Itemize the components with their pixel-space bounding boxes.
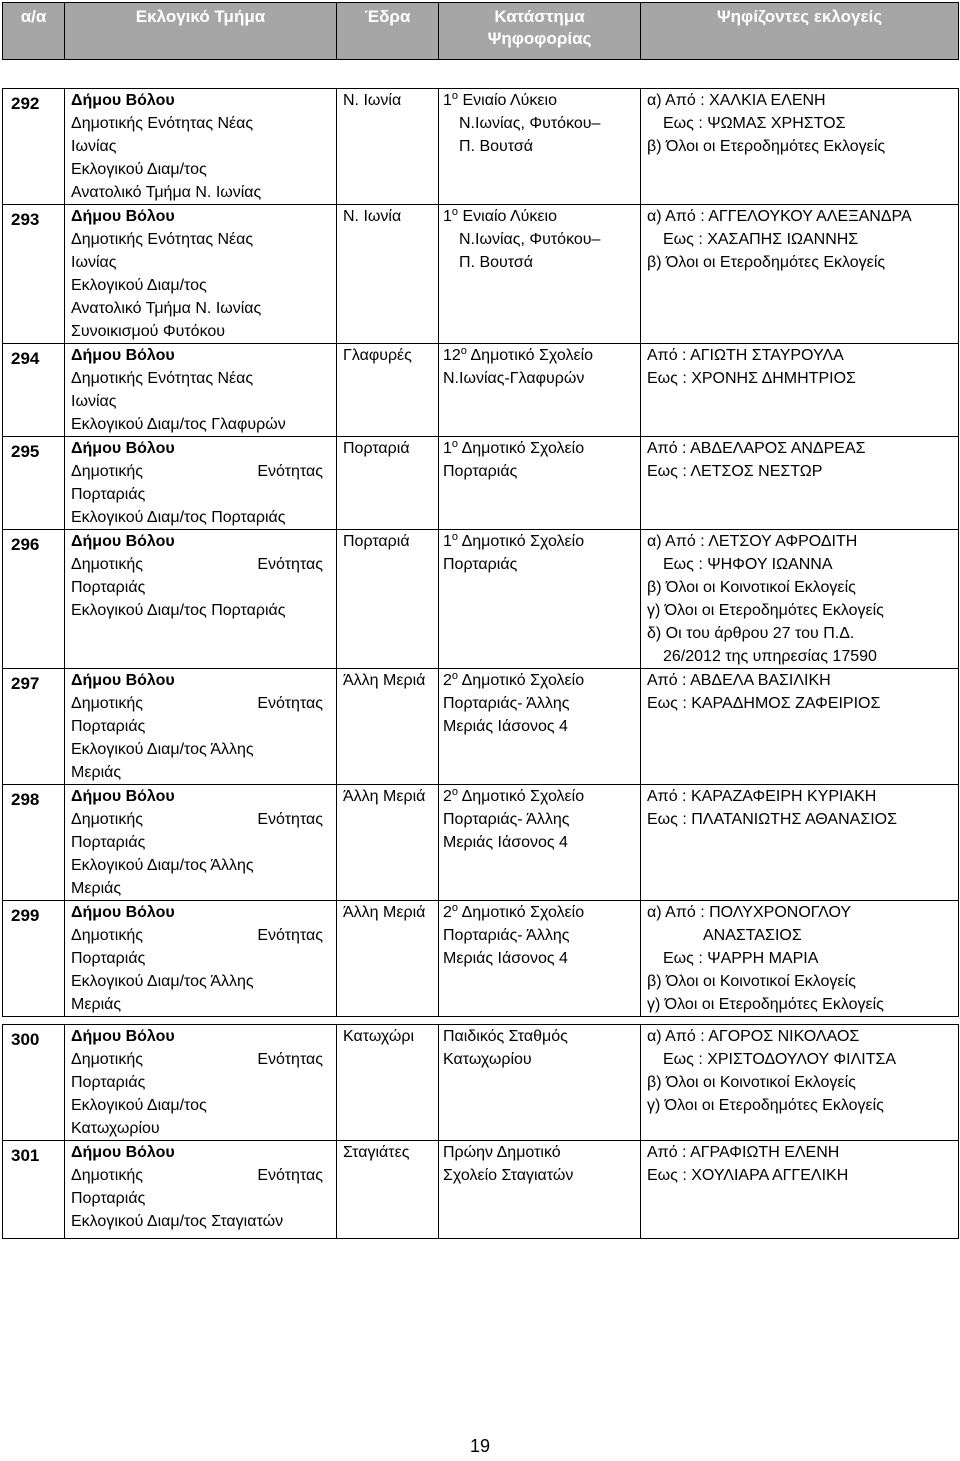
department-cell bbox=[65, 344, 337, 437]
seat-cell: Ν. Ιωνία bbox=[337, 205, 439, 344]
voters-line: δ) Οι του άρθρου 27 του Π.Δ. bbox=[647, 625, 855, 642]
table-row bbox=[3, 205, 959, 344]
store-line: Μεριάς Ιάσονος 4 bbox=[443, 834, 568, 851]
department-line bbox=[71, 924, 323, 947]
store-line: Παιδικός Σταθμός bbox=[443, 1028, 568, 1045]
table-row bbox=[3, 1141, 959, 1239]
store-cell bbox=[439, 1141, 641, 1239]
row-number: 293 bbox=[3, 205, 65, 344]
voters-cell bbox=[641, 205, 959, 344]
department-line: Μεριάς bbox=[71, 764, 122, 781]
department-line: Ιωνίας bbox=[71, 138, 117, 155]
row-number: 292 bbox=[3, 89, 65, 205]
store-number: 1 bbox=[443, 92, 452, 109]
store-line: Ν.Ιωνίας, Φυτόκου– bbox=[459, 115, 601, 132]
header-table bbox=[2, 2, 959, 60]
store-line: Πορταριάς- Άλλης bbox=[443, 927, 570, 944]
header-store-line2: Ψηφοφορίας bbox=[487, 29, 592, 48]
voters-line: α) Από : ΑΓΟΡΟΣ ΝΙΚΟΛΑΟΣ bbox=[647, 1028, 860, 1045]
store-line: Πορταριάς- Άλλης bbox=[443, 811, 570, 828]
store-line bbox=[443, 669, 640, 692]
department-line: Μεριάς bbox=[71, 996, 122, 1013]
store-cell bbox=[439, 785, 641, 901]
store-line: Μεριάς Ιάσονος 4 bbox=[443, 950, 568, 967]
voters-line: α) Από : ΧΑΛΚΙΑ ΕΛΕΝΗ bbox=[647, 92, 826, 109]
seat-cell: Πορταριά bbox=[337, 437, 439, 530]
row-number: 295 bbox=[3, 437, 65, 530]
table-row bbox=[3, 344, 959, 437]
voters-line: β) Όλοι οι Κοινοτικοί Εκλογείς bbox=[647, 973, 856, 990]
department-word: Δημοτικής bbox=[71, 556, 143, 573]
voters-line: β) Όλοι οι Ετεροδημότες Εκλογείς bbox=[647, 138, 886, 155]
department-cell bbox=[65, 901, 337, 1017]
store-line: Σχολείο Σταγιατών bbox=[443, 1167, 574, 1184]
voters-line: β) Όλοι οι Κοινοτικοί Εκλογείς bbox=[647, 1074, 856, 1091]
store-line: Πορταριάς- Άλλης bbox=[443, 695, 570, 712]
department-line: Ιωνίας bbox=[71, 254, 117, 271]
voters-line: Εως : ΨΗΦΟΥ ΙΩΑΝΝΑ bbox=[663, 556, 833, 573]
row-number: 298 bbox=[3, 785, 65, 901]
store-line: Π. Βουτσά bbox=[459, 254, 533, 271]
store-number: 2 bbox=[443, 904, 452, 921]
department-cell bbox=[65, 1025, 337, 1141]
department-line: Εκλογικού Διαμ/τος Άλλης bbox=[71, 857, 254, 874]
department-line: Εκλογικού Διαμ/τος Άλλης bbox=[71, 973, 254, 990]
store-number: 2 bbox=[443, 672, 452, 689]
department-line: Μεριάς bbox=[71, 880, 122, 897]
department-line: Πορταριάς bbox=[71, 1074, 146, 1091]
department-word: Δημοτικής bbox=[71, 1051, 143, 1068]
department-line: Πορταριάς bbox=[71, 950, 146, 967]
department-line: Εκλογικού Διαμ/τος Γλαφυρών bbox=[71, 416, 286, 433]
store-name: Δημοτικό Σχολείο bbox=[458, 533, 585, 550]
voters-line: Από : ΑΒΔΕΛΑ ΒΑΣΙΛΙΚΗ bbox=[647, 672, 831, 689]
store-cell bbox=[439, 344, 641, 437]
polling-stations-table-continued bbox=[2, 1024, 959, 1239]
seat-cell: Κατωχώρι bbox=[337, 1025, 439, 1141]
department-line: Πορταριάς bbox=[71, 834, 146, 851]
municipality-name: Δήμου Βόλου bbox=[71, 533, 175, 550]
store-cell bbox=[439, 1025, 641, 1141]
department-line: Κατωχωρίου bbox=[71, 1120, 160, 1137]
department-line: Συνοικισμού Φυτόκου bbox=[71, 323, 226, 340]
table-row bbox=[3, 530, 959, 669]
ordinal-mark: ο bbox=[451, 902, 459, 914]
department-cell bbox=[65, 785, 337, 901]
voters-line: Εως : ΚΑΡΑΔΗΜΟΣ ΖΑΦΕΙΡΙΟΣ bbox=[647, 695, 881, 712]
store-name: Δημοτικό Σχολείο bbox=[466, 347, 594, 364]
municipality-name: Δήμου Βόλου bbox=[71, 672, 175, 689]
voters-line: Εως : ΨΩΜΑΣ ΧΡΗΣΤΟΣ bbox=[663, 115, 846, 132]
header-seat: Έδρα bbox=[337, 3, 439, 60]
voters-line: Εως : ΛΕΤΣΟΣ ΝΕΣΤΩΡ bbox=[647, 463, 823, 480]
row-number: 296 bbox=[3, 530, 65, 669]
store-cell bbox=[439, 530, 641, 669]
header-row bbox=[3, 3, 959, 60]
voters-line: α) Από : ΑΓΓΕΛΟΥΚΟΥ ΑΛΕΞΑΝΔΡΑ bbox=[647, 208, 912, 225]
seat-cell: Άλλη Μεριά bbox=[337, 901, 439, 1017]
municipality-name: Δήμου Βόλου bbox=[71, 1028, 175, 1045]
header-voters: Ψηφίζοντες εκλογείς bbox=[641, 3, 959, 60]
ordinal-mark: ο bbox=[451, 670, 459, 682]
store-line bbox=[443, 901, 640, 924]
table-row bbox=[3, 89, 959, 205]
ordinal-mark: ο bbox=[460, 345, 467, 357]
municipality-name: Δήμου Βόλου bbox=[71, 92, 175, 109]
municipality-name: Δήμου Βόλου bbox=[71, 788, 175, 805]
store-number: 2 bbox=[443, 788, 452, 805]
department-line: Δημοτικής Ενότητας Νέας bbox=[71, 370, 254, 387]
voters-line: γ) Όλοι οι Ετεροδημότες Εκλογείς bbox=[647, 602, 884, 619]
voters-cell bbox=[641, 1025, 959, 1141]
department-word: Δημοτικής bbox=[71, 1167, 143, 1184]
department-line: Ανατολικό Τμήμα Ν. Ιωνίας bbox=[71, 184, 262, 201]
store-name: Ενιαίο Λύκειο bbox=[458, 92, 557, 109]
seat-cell: Άλλη Μεριά bbox=[337, 669, 439, 785]
voters-line: Από : ΑΓΡΑΦΙΩΤΗ ΕΛΕΝΗ bbox=[647, 1144, 840, 1161]
department-word: Ενότητας bbox=[257, 463, 323, 480]
department-line: Πορταριάς bbox=[71, 579, 146, 596]
department-line: Εκλογικού Διαμ/τος bbox=[71, 1097, 207, 1114]
voters-line: α) Από : ΛΕΤΣΟΥ ΑΦΡΟΔΙΤΗ bbox=[647, 533, 858, 550]
store-name: Δημοτικό Σχολείο bbox=[458, 672, 585, 689]
store-number: 12 bbox=[443, 347, 461, 364]
table-row bbox=[3, 669, 959, 785]
voters-cell bbox=[641, 1141, 959, 1239]
page-number: 19 bbox=[469, 1436, 491, 1456]
department-line bbox=[71, 1164, 323, 1187]
row-number: 300 bbox=[3, 1025, 65, 1141]
voters-line: Εως : ΧΑΣΑΠΗΣ ΙΩΑΝΝΗΣ bbox=[663, 231, 859, 248]
voters-line: Εως : ΧΟΥΛΙΑΡΑ ΑΓΓΕΛΙΚΗ bbox=[647, 1167, 849, 1184]
department-word: Ενότητας bbox=[257, 556, 323, 573]
ordinal-mark: ο bbox=[451, 786, 459, 798]
department-line: Πορταριάς bbox=[71, 718, 146, 735]
department-line bbox=[71, 1048, 323, 1071]
store-cell bbox=[439, 437, 641, 530]
ordinal-mark: ο bbox=[451, 531, 459, 543]
ordinal-mark: ο bbox=[451, 206, 459, 218]
seat-cell: Σταγιάτες bbox=[337, 1141, 439, 1239]
department-word: Δημοτικής bbox=[71, 695, 143, 712]
department-line bbox=[71, 692, 323, 715]
store-line: Πορταριάς bbox=[443, 556, 518, 573]
store-line bbox=[443, 205, 640, 228]
store-line: Πορταριάς bbox=[443, 463, 518, 480]
department-word: Δημοτικής bbox=[71, 927, 143, 944]
department-word: Δημοτικής bbox=[71, 811, 143, 828]
voters-line: α) Από : ΠΟΛΥΧΡΟΝΟΓΛΟΥ bbox=[647, 904, 852, 921]
voters-line: γ) Όλοι οι Ετεροδημότες Εκλογείς bbox=[647, 1097, 884, 1114]
store-line bbox=[443, 530, 640, 553]
seat-cell: Πορταριά bbox=[337, 530, 439, 669]
voters-line: β) Όλοι οι Κοινοτικοί Εκλογείς bbox=[647, 579, 856, 596]
seat-cell: Άλλη Μεριά bbox=[337, 785, 439, 901]
department-cell bbox=[65, 437, 337, 530]
voters-line: Από : ΑΒΔΕΛΑΡΟΣ ΑΝΔΡΕΑΣ bbox=[647, 440, 866, 457]
department-line: Εκλογικού Διαμ/τος bbox=[71, 161, 207, 178]
header-store bbox=[439, 3, 641, 60]
department-word: Δημοτικής bbox=[71, 463, 143, 480]
voters-cell bbox=[641, 669, 959, 785]
department-cell bbox=[65, 89, 337, 205]
department-line: Ανατολικό Τμήμα Ν. Ιωνίας bbox=[71, 300, 262, 317]
department-line: Πορταριάς bbox=[71, 1190, 146, 1207]
department-word: Ενότητας bbox=[257, 1051, 323, 1068]
voters-line: ΑΝΑΣΤΑΣΙΟΣ bbox=[703, 927, 802, 944]
row-number: 294 bbox=[3, 344, 65, 437]
voters-cell bbox=[641, 344, 959, 437]
voters-line: γ) Όλοι οι Ετεροδημότες Εκλογείς bbox=[647, 996, 884, 1013]
municipality-name: Δήμου Βόλου bbox=[71, 208, 175, 225]
store-line bbox=[443, 344, 640, 367]
department-line bbox=[71, 553, 323, 576]
store-name: Δημοτικό Σχολείο bbox=[458, 788, 585, 805]
header-department: Εκλογικό Τμήμα bbox=[65, 3, 337, 60]
store-cell bbox=[439, 901, 641, 1017]
store-cell bbox=[439, 669, 641, 785]
store-line bbox=[443, 437, 640, 460]
department-line bbox=[71, 808, 323, 831]
department-line: Δημοτικής Ενότητας Νέας bbox=[71, 115, 254, 132]
voters-cell bbox=[641, 89, 959, 205]
department-line: Εκλογικού Διαμ/τος Άλλης bbox=[71, 741, 254, 758]
store-line: Ν.Ιωνίας, Φυτόκου– bbox=[459, 231, 601, 248]
department-line: Δημοτικής Ενότητας Νέας bbox=[71, 231, 254, 248]
row-number: 297 bbox=[3, 669, 65, 785]
department-cell bbox=[65, 1141, 337, 1239]
department-line: Εκλογικού Διαμ/τος bbox=[71, 277, 207, 294]
header-aa: α/α bbox=[3, 3, 65, 60]
municipality-name: Δήμου Βόλου bbox=[71, 904, 175, 921]
ordinal-mark: ο bbox=[451, 438, 459, 450]
store-cell bbox=[439, 89, 641, 205]
header-store-line1: Κατάστημα bbox=[494, 7, 585, 26]
store-number: 1 bbox=[443, 440, 452, 457]
department-line: Πορταριάς bbox=[71, 486, 146, 503]
store-name: Δημοτικό Σχολείο bbox=[458, 904, 585, 921]
voters-cell bbox=[641, 530, 959, 669]
department-word: Ενότητας bbox=[257, 1167, 323, 1184]
store-line: Μεριάς Ιάσονος 4 bbox=[443, 718, 568, 735]
department-line: Εκλογικού Διαμ/τος Σταγιατών bbox=[71, 1213, 284, 1230]
store-line: Κατωχωρίου bbox=[443, 1051, 532, 1068]
department-line: Εκλογικού Διαμ/τος Πορταριάς bbox=[71, 509, 286, 526]
department-cell bbox=[65, 669, 337, 785]
table-row bbox=[3, 901, 959, 1017]
ordinal-mark: ο bbox=[451, 90, 459, 102]
row-number: 301 bbox=[3, 1141, 65, 1239]
polling-stations-table bbox=[2, 88, 959, 1017]
department-word: Ενότητας bbox=[257, 927, 323, 944]
voters-line: 26/2012 της υπηρεσίας 17590 bbox=[663, 648, 877, 665]
municipality-name: Δήμου Βόλου bbox=[71, 347, 175, 364]
voters-line: Εως : ΨΑΡΡΗ ΜΑΡΙΑ bbox=[663, 950, 819, 967]
store-line bbox=[443, 89, 640, 112]
table-row bbox=[3, 1025, 959, 1141]
voters-line: Εως : ΠΛΑΤΑΝΙΩΤΗΣ ΑΘΑΝΑΣΙΟΣ bbox=[647, 811, 897, 828]
store-name: Δημοτικό Σχολείο bbox=[458, 440, 585, 457]
department-line: Εκλογικού Διαμ/τος Πορταριάς bbox=[71, 602, 286, 619]
department-cell bbox=[65, 530, 337, 669]
department-word: Ενότητας bbox=[257, 695, 323, 712]
table-row bbox=[3, 437, 959, 530]
department-word: Ενότητας bbox=[257, 811, 323, 828]
seat-cell: Ν. Ιωνία bbox=[337, 89, 439, 205]
store-line: Ν.Ιωνίας-Γλαφυρών bbox=[443, 370, 585, 387]
store-line: Πρώην Δημοτικό bbox=[443, 1144, 561, 1161]
store-cell bbox=[439, 205, 641, 344]
municipality-name: Δήμου Βόλου bbox=[71, 1144, 175, 1161]
voters-cell bbox=[641, 437, 959, 530]
store-name: Ενιαίο Λύκειο bbox=[458, 208, 557, 225]
voters-line: β) Όλοι οι Ετεροδημότες Εκλογείς bbox=[647, 254, 886, 271]
department-line bbox=[71, 460, 323, 483]
voters-line: Από : ΑΓΙΩΤΗ ΣΤΑΥΡΟΥΛΑ bbox=[647, 347, 844, 364]
row-number: 299 bbox=[3, 901, 65, 1017]
seat-cell: Γλαφυρές bbox=[337, 344, 439, 437]
department-line: Ιωνίας bbox=[71, 393, 117, 410]
store-number: 1 bbox=[443, 533, 452, 550]
store-line: Π. Βουτσά bbox=[459, 138, 533, 155]
voters-cell bbox=[641, 785, 959, 901]
store-number: 1 bbox=[443, 208, 452, 225]
table-row bbox=[3, 785, 959, 901]
voters-cell bbox=[641, 901, 959, 1017]
store-line bbox=[443, 785, 640, 808]
municipality-name: Δήμου Βόλου bbox=[71, 440, 175, 457]
voters-line: Εως : ΧΡΙΣΤΟΔΟΥΛΟΥ ΦΙΛΙΤΣΑ bbox=[663, 1051, 897, 1068]
department-cell bbox=[65, 205, 337, 344]
voters-line: Από : ΚΑΡΑΖΑΦΕΙΡΗ ΚΥΡΙΑΚΗ bbox=[647, 788, 877, 805]
voters-line: Εως : ΧΡΟΝΗΣ ΔΗΜΗΤΡΙΟΣ bbox=[647, 370, 856, 387]
